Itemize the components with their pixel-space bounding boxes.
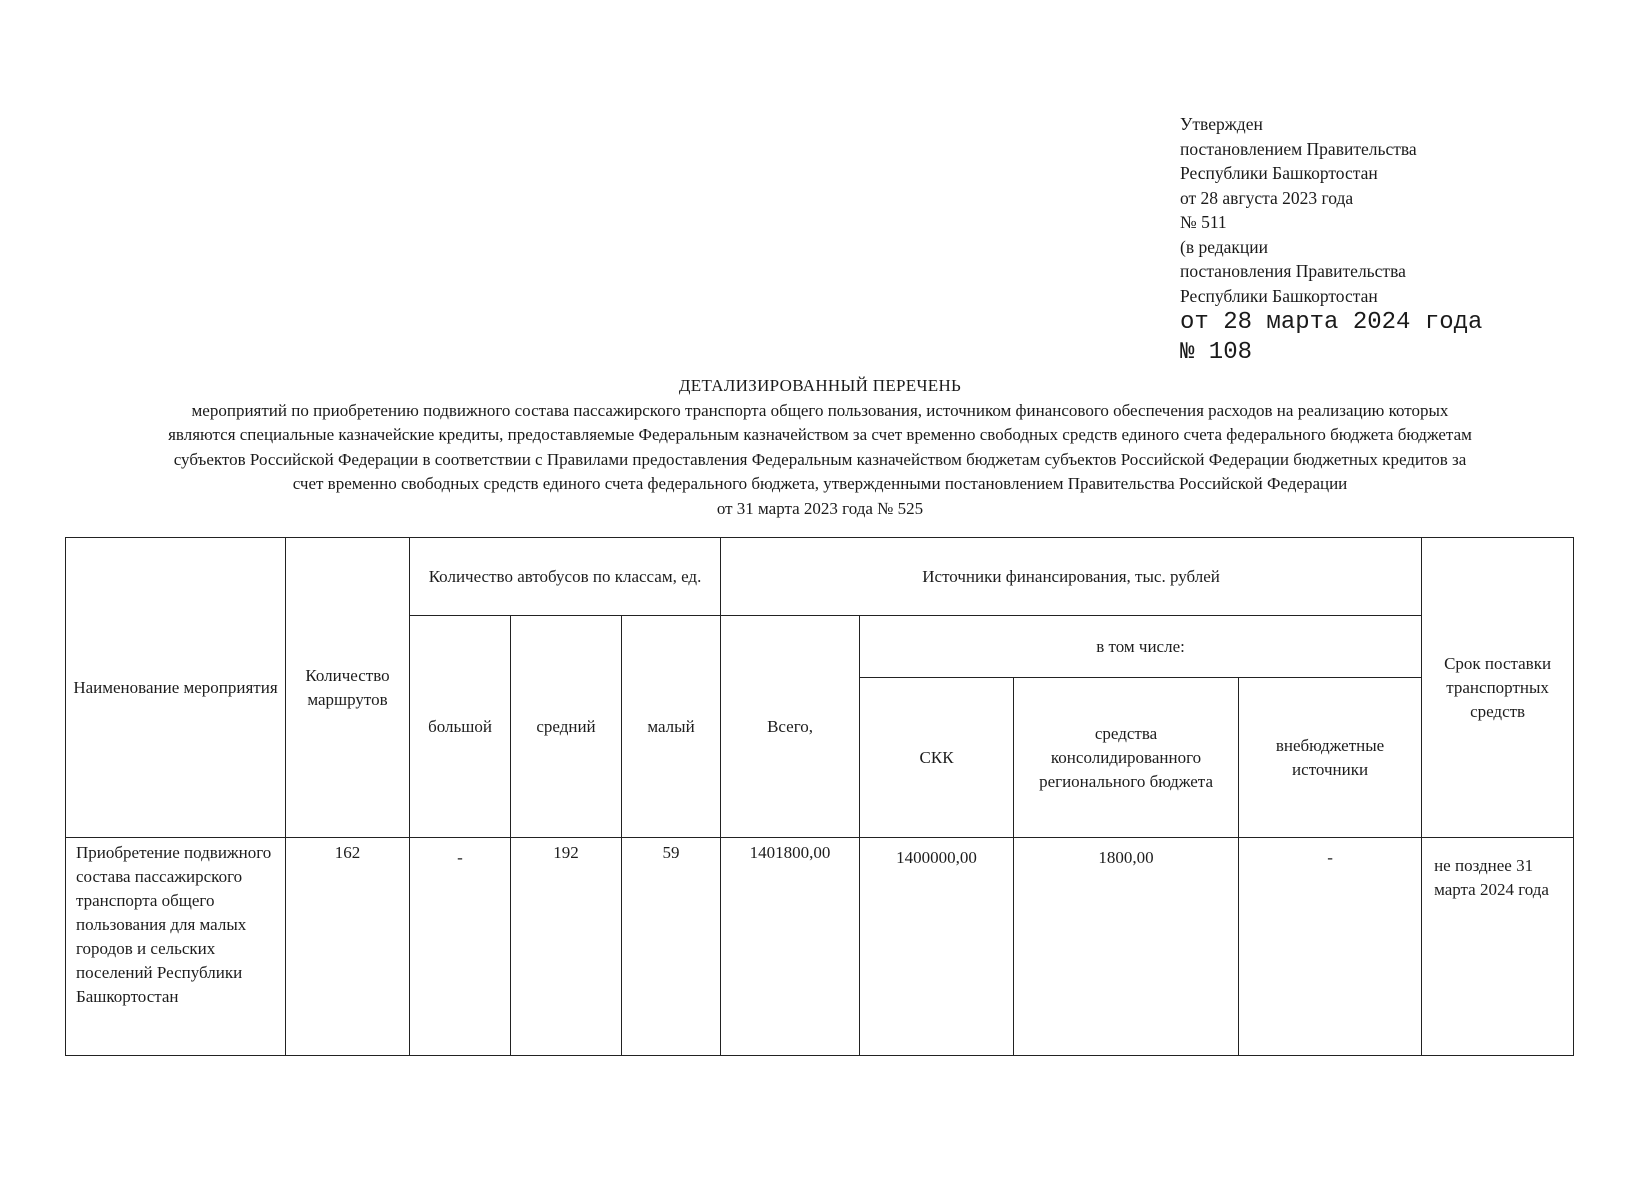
header-offbudget: внебюджетные источники (1239, 678, 1422, 838)
header-regional: средства консолидированного регионального бюджета (1014, 678, 1239, 838)
title-line: субъектов Российской Федерации в соответствии с Правилами предоставления Федеральным казначейством бюджетам субъектов Российской Федерации бюджетных кредитов за (173, 449, 1467, 469)
approval-line: постановления Правительства (1180, 261, 1406, 281)
cell-medium: 192 (511, 838, 622, 1056)
cell-routes: 162 (286, 838, 410, 1056)
table-row (66, 838, 1574, 1056)
header-buses: Количество автобусов по классам, ед. (410, 538, 721, 616)
header-large: большой (410, 616, 511, 838)
cell-offbudget: - (1239, 838, 1422, 1056)
measures-table (65, 537, 1574, 1056)
header-row (66, 538, 1574, 616)
cell-regional: 1800,00 (1014, 838, 1239, 1056)
cell-total: 1401800,00 (721, 838, 860, 1056)
header-name: Наименование мероприятия (66, 538, 286, 838)
approval-line: Республики Башкортостан (1180, 285, 1378, 306)
cell-large: - (410, 838, 511, 1056)
approval-line: Утвержден (1180, 114, 1263, 134)
header-skk: СКК (860, 678, 1014, 838)
measures-table-container (65, 537, 1573, 1056)
approval-line: (в редакции (1180, 236, 1269, 257)
document-title (70, 374, 1570, 521)
approval-line: постановлением Правительства (1180, 138, 1417, 159)
cell-skk: 1400000,00 (860, 838, 1014, 1056)
cell-term: не позднее 31 марта 2024 года (1422, 838, 1574, 1056)
header-total: Всего, (721, 616, 860, 838)
title-heading: ДЕТАЛИЗИРОВАННЫЙ ПЕРЕЧЕНЬ (678, 376, 962, 395)
title-line: счет временно свободных средств единого счета федерального бюджета, утвержденными постановлением Правительства Российской Федерации (292, 474, 1348, 493)
title-line: являются специальные казначейские кредиты, предоставляемые Федеральным казначейством за счет временно свободных средств единого счета федерального бюджета бюджетам (168, 425, 1472, 444)
header-funding: Источники финансирования, тыс. рублей (721, 538, 1422, 616)
header-routes: Количество маршрутов (286, 538, 410, 838)
amendment-number: № 108 (1180, 339, 1253, 366)
approval-line: № 511 (1180, 212, 1227, 232)
header-medium: средний (511, 616, 622, 838)
approval-stamp (1180, 112, 1482, 368)
title-line: мероприятий по приобретению подвижного состава пассажирского транспорта общего пользования, источником финансового обеспечения расходов на реализацию которых (191, 400, 1449, 420)
header-small: малый (622, 616, 721, 838)
title-line: от 31 марта 2023 года № 525 (716, 498, 924, 518)
header-including: в том числе: (860, 616, 1422, 678)
cell-small: 59 (622, 838, 721, 1056)
approval-line: Республики Башкортостан (1180, 163, 1378, 183)
amendment-date: от 28 марта 2024 года (1180, 309, 1483, 336)
cell-name: Приобретение подвижного состава пассажирского транспорта общего пользования для малых городов и сельских поселений Республики Башкортостан (66, 838, 286, 1056)
approval-line: от 28 августа 2023 года (1180, 187, 1354, 208)
header-term: Срок поставки транспортных средств (1422, 538, 1574, 838)
